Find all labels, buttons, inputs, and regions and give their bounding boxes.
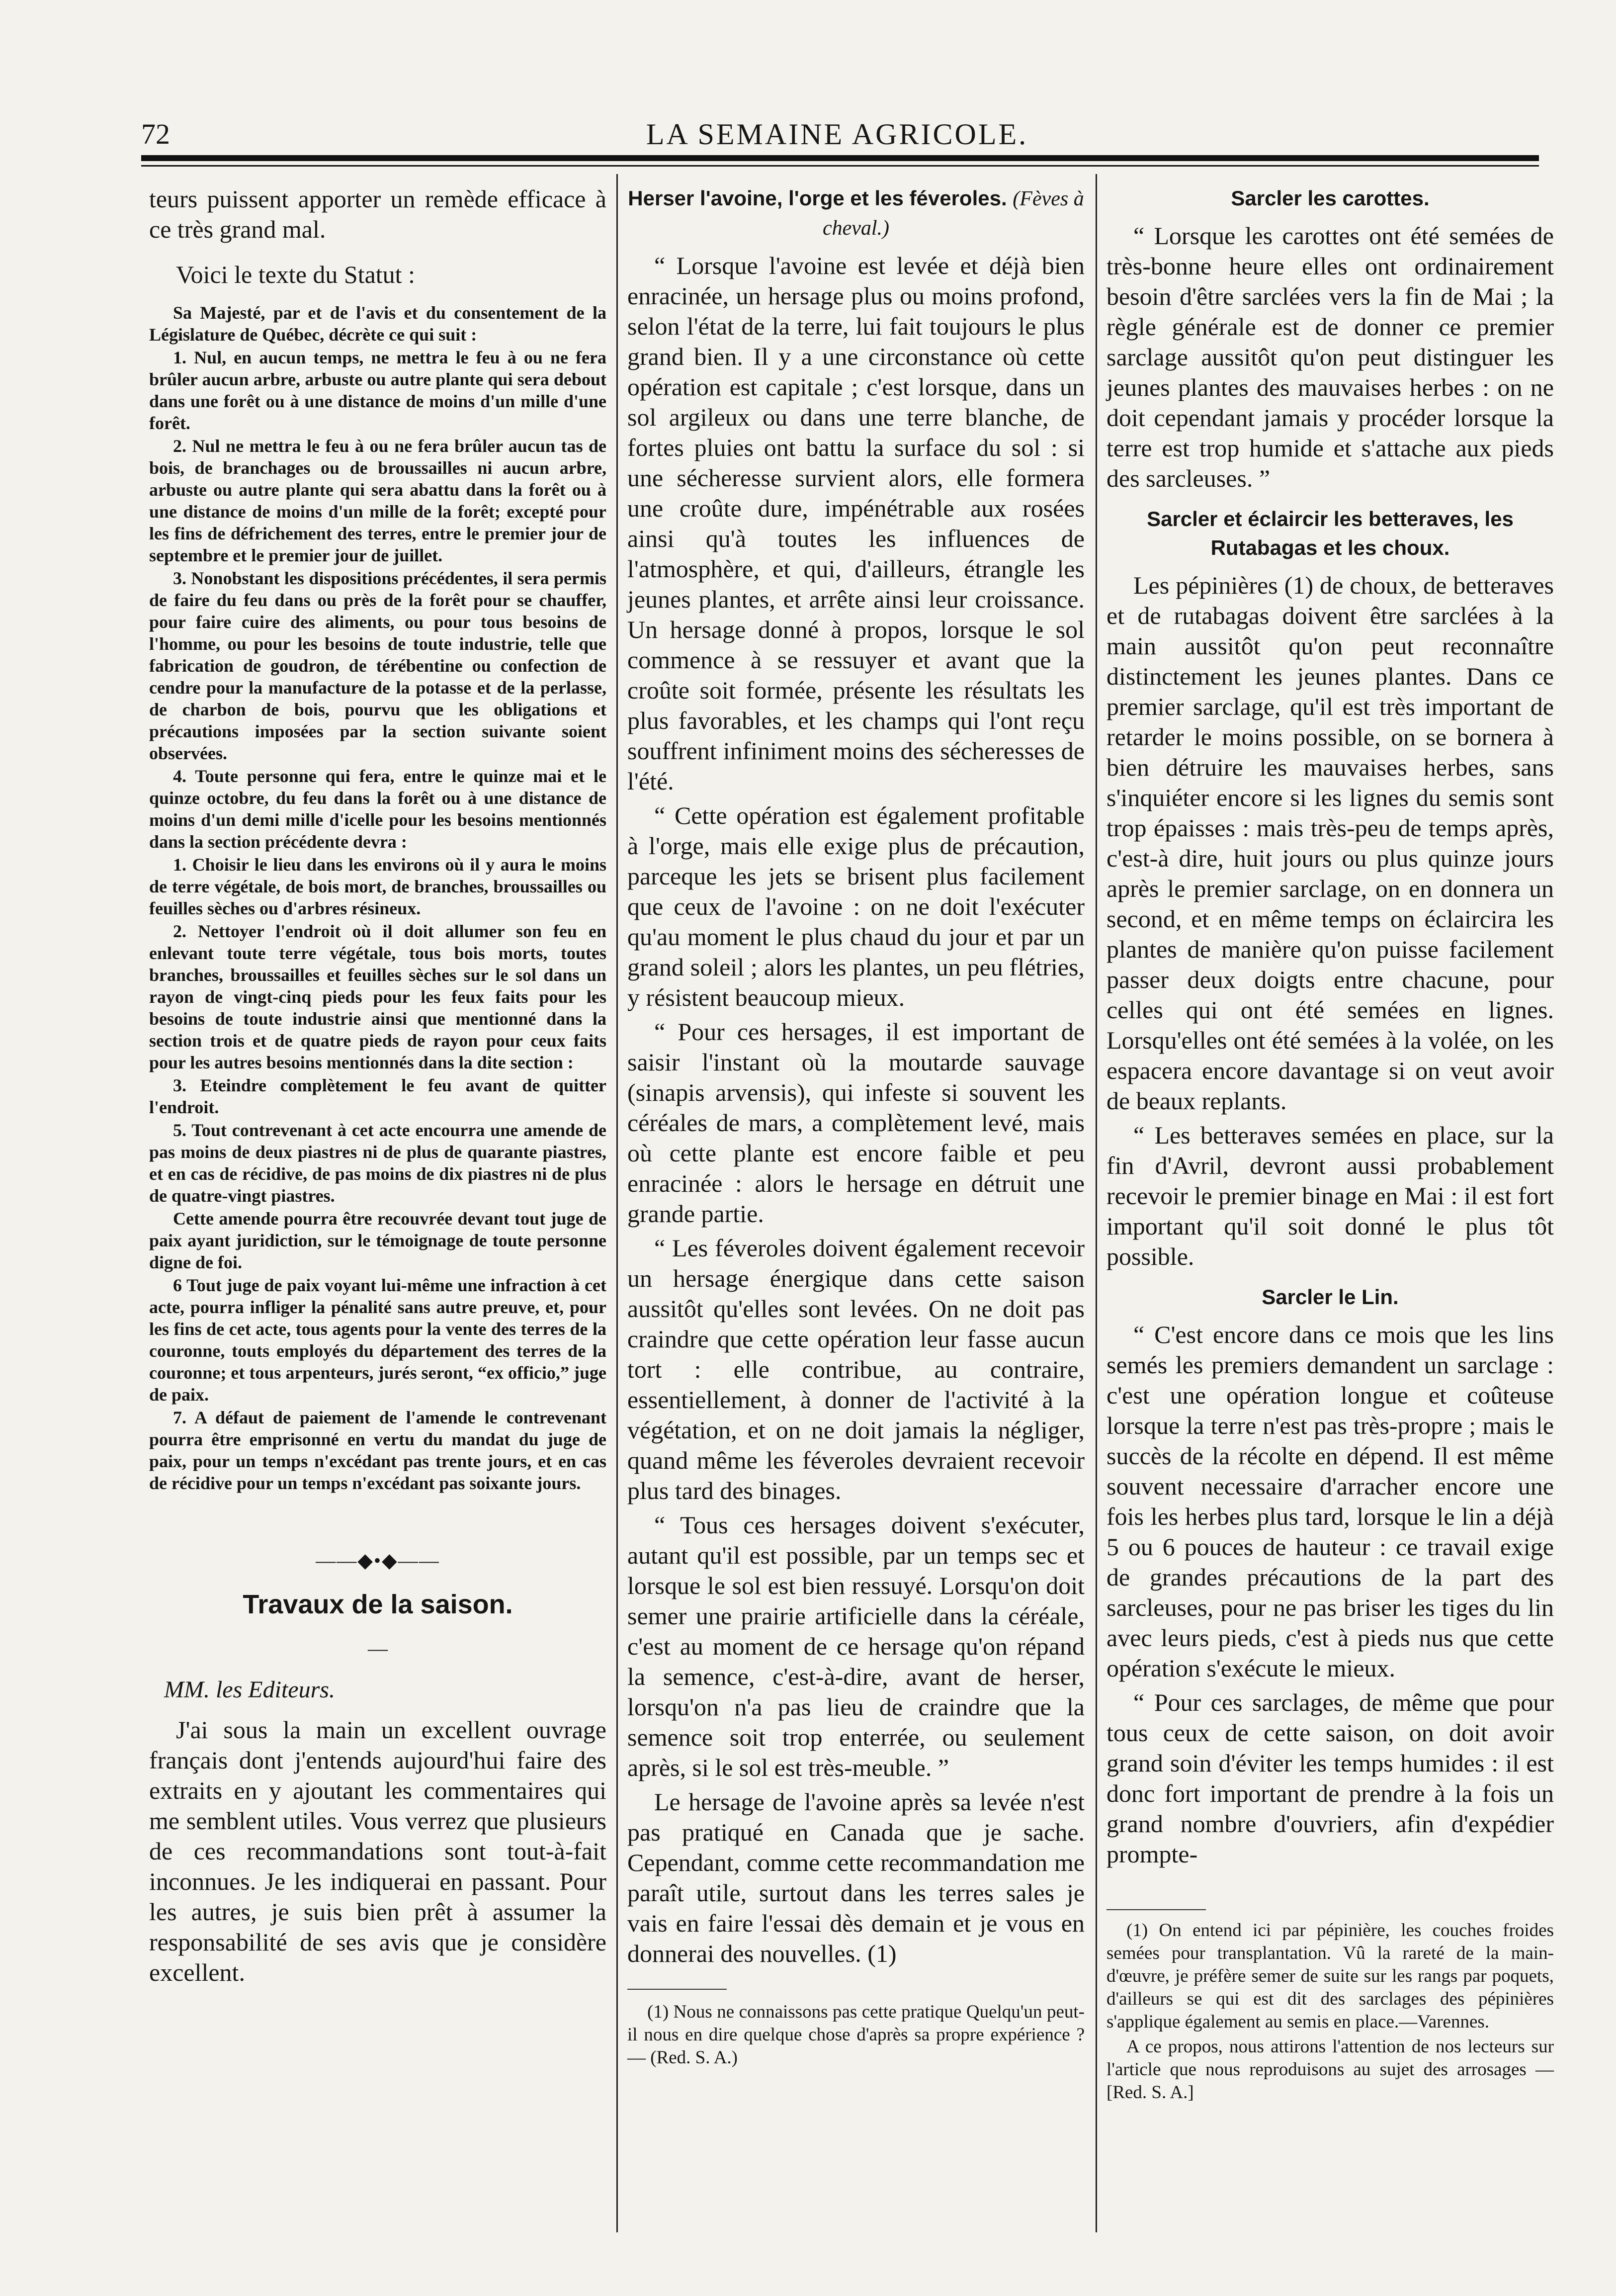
statute-paragraph: 3. Nonobstant les dispositions précédentes, il sera permis de faire du feu dans ou près de la forêt pour se chauffer, pour faire cuire des aliments, ou pour tous besoins de l'homme, ou pour les besoins de toute industrie, telle que fabrication de goudron, de térébentine ou confection de cendre pour la manufacture de la potasse et de la perlasse, de charbon de bois, pourvu que les obligations et précautions imposées par la section suivante soient observées. — [149, 568, 606, 763]
article-title-sub: (Fèves à cheval.) — [822, 187, 1084, 240]
statute-text — [149, 302, 606, 1494]
footnotes — [1106, 1909, 1554, 2104]
header-rule-thin — [141, 165, 1539, 167]
column-3 — [1106, 184, 1554, 2106]
article-title — [627, 184, 1085, 243]
page-header — [141, 117, 1533, 151]
letter-salutation: MM. les Editeurs. — [164, 1677, 335, 1703]
footnote: A ce propos, nous attirons l'attention de nos lecteurs sur l'article que nous reproduisons au sujet des arrosages —[Red. S. A.] — [1106, 2036, 1554, 2103]
article-title-main: Herser l'avoine, l'orge et les féveroles. — [628, 186, 1007, 210]
page-number: 72 — [141, 118, 170, 150]
statute-paragraph: 7. A défaut de paiement de l'amende le contrevenant pourra être emprisonné en vertu du mandat du juge de paix, pour un temps n'excédant pas trente jours, et en cas de récidive pour un temps n'excédant pas soixante jours. — [149, 1408, 606, 1493]
article-paragraph: “ C'est encore dans ce mois que les lins semés les premiers demandent un sarclage : c'est une opération longue et coûteuse lorsque la terre n'est pas très-propre ; mais le succès de la récolte en dépend. Il est même souvent necessaire d'arracher encore une fois les herbes plus tard, lorsque le lin a déjà 5 ou 6 pouces de hauteur : ce travail exige de grandes précautions de la part des sarcleuses, pour ne pas briser les tiges du lin avec leurs pieds, c'est à pieds nus que cette opération s'exécute le mieux. — [1106, 1321, 1554, 1682]
statute-paragraph: Sa Majesté, par et de l'avis et du consentement de la Législature de Québec, décrète ce qui suit : — [149, 303, 606, 345]
statute-paragraph: 1. Choisir le lieu dans les environs où il y aura le moins de terre végétale, de bois mort, de branches, broussailles ou feuilles sèches ou d'arbres résineux. — [149, 855, 606, 918]
statute-paragraph: 3. Eteindre complètement le feu avant de quitter l'endroit. — [149, 1075, 606, 1117]
statute-paragraph: 5. Tout contrevenant à cet acte encourra une amende de pas moins de deux piastres ni de plus de quarante piastres, et en cas de récidive, de pas moins de dix piastres ni de plus de quatre-vingt piastres. — [149, 1120, 606, 1206]
article-paragraph: “ Lorsque les carottes ont été semées de très-bonne heure elles ont ordinairement besoin d'être sarclées vers la fin de Mai ; la règle générale est de donner ce premier sarclage aussitôt qu'on peut distinguer les jeunes plantes des mauvaises herbes : on ne doit cependant jamais y procéder lorsque la terre est trop humide et s'attache aux pieds des sarcleuses. ” — [1106, 222, 1554, 492]
article-paragraph: “ Tous ces hersages doivent s'exécuter, autant qu'il est possible, par un temps sec et lorsque le sol est bien ressuyé. Lorsqu'on doit semer une prairie artificielle dans la céréale, c'est au moment de ce hersage qu'on répand la semence, c'est-à-dire, avant de herser, lorsqu'on n'a pas lieu de craindre que la semence soit trop enterrée, ou seulement après, si le sol est très-meuble. ” — [627, 1511, 1085, 1781]
statute-paragraph: 2. Nul ne mettra le feu à ou ne fera brûler aucun tas de bois, de branchages ou de broussailles ni aucun arbre, arbuste ou autre plante qui sera abattu dans la forêt ou à une distance de moins d'un mille de la forêt; excepté pour les fins de défrichement des terres, entre le premier jour de septembre et le premier jour de juillet. — [149, 436, 606, 565]
section-title: Travaux de la saison. — [243, 1590, 513, 1619]
masthead-title: LA SEMAINE AGRICOLE. — [646, 118, 1028, 151]
letter-body: J'ai sous la main un excellent ouvrage français dont j'entends aujourd'hui faire des extraits en y ajoutant les commentaires qui me semblent utiles. Vous verrez que plusieurs de ces recommandations sont tout-à-fait inconnues. Je les indiquerai en passant. Pour les autres, je suis bien prêt à assumer la responsabilité de ses avis que je considère excellent. — [149, 1716, 606, 1986]
footnote-rule — [627, 1989, 727, 1990]
column-divider — [616, 174, 618, 2232]
column-divider — [1096, 174, 1097, 2232]
article-paragraph: “ Les féveroles doivent également recevoir un hersage énergique dans cette saison aussitôt qu'elles sont levées. On ne doit pas craindre que cette opération leur fasse aucun tort : elle contribue, au contraire, essentiellement, à donner de l'activité à la végétation, et on ne doit jamais la négliger, quand même les féveroles devraient recevoir plus tard des binages. — [627, 1234, 1085, 1504]
statute-paragraph: 6 Tout juge de paix voyant lui-même une infraction à cet acte, pourra infliger la pénalité sans autre preuve, et, pour les fins de cet acte, tous agents pour la vente des terres de la couronne, touts employés du département des terres de la couronne; et tous arpenteurs, jurés seront, “ex officio,” juge de paix. — [149, 1275, 606, 1405]
article-paragraph: “ Lorsque l'avoine est levée et déjà bien enracinée, un hersage plus ou moins profond, selon l'état de la terre, lui fait toujours le plus grand bien. Il y a une circonstance où cette opération est capitale ; c'est lorsque, dans un sol argileux ou dans une terre blanche, de fortes pluies ont battu la surface du sol : si une sécheresse survient alors, elle formera une croûte dure, impénétrable aux rosées ainsi qu'à toutes les influences de l'atmosphère, et qui, d'ailleurs, étrangle les jeunes plantes, et arrête ainsi leur croissance. Un hersage donné à propos, lorsque le sol commence à se ressuyer et avant que la croûte soit formée, présente les résultats les plus favorables, et les champs qui l'ont reçu souffrent infiniment moins des sécheresses de l'été. — [627, 252, 1085, 795]
statute-paragraph: 1. Nul, en aucun temps, ne mettra le feu à ou ne fera brûler aucun arbre, arbuste ou autre plante qui sera debout dans une forêt ou à une distance de moins d'un mille d'une forêt. — [149, 348, 606, 433]
column-1 — [149, 184, 606, 1992]
article-paragraph: “ Pour ces hersages, il est important de saisir l'instant où la moutarde sauvage (sinapis arvensis), qui infeste si souvent les céréales de mars, a complètement levé, mais où cette plante est encore faible et peu enracinée : alors le hersage en détruit une grande partie. — [627, 1018, 1085, 1228]
statute-intro: Voici le texte du Statut : — [176, 261, 415, 288]
footnote-rule — [1106, 1909, 1206, 1910]
continuation-text: teurs puissent apporter un remède efficace à ce très grand mal. — [149, 185, 606, 243]
article-title: Sarcler les carottes. — [1231, 186, 1430, 210]
statute-paragraph: Cette amende pourra être recouvrée devant tout juge de paix ayant juridiction, sur le témoignage de toute personne digne de foi. — [149, 1209, 606, 1272]
statute-paragraph: 4. Toute personne qui fera, entre le quinze mai et le quinze octobre, du feu dans la forêt ou à une distance de moins d'un demi mille d'icelle pour les besoins mentionnés dans la section précédente devra : — [149, 766, 606, 852]
article-paragraph: “ Les betteraves semées en place, sur la fin d'Avril, devront aussi probablement recevoir le premier binage en Mai : il est fort important qu'il soit donné le plus tôt possible. — [1106, 1121, 1554, 1270]
title-dash: — — [368, 1637, 388, 1660]
header-rule-thick — [141, 155, 1539, 161]
section-ornament: ——◆•◆—— — [316, 1549, 440, 1572]
article-title: Sarcler le Lin. — [1262, 1285, 1399, 1309]
article-paragraph: “ Cette opération est également profitable à l'orge, mais elle exige plus de précaution, parceque les jets se brisent plus facilement que ceux de l'avoine : on ne doit l'exécuter qu'au moment le plus chaud du jour et par un grand soleil ; alors les plantes, un peu flétries, y résistent beaucoup mieux. — [627, 801, 1085, 1011]
article-paragraph: Les pépinières (1) de choux, de betteraves et de rutabagas doivent être sarclées à la main aussitôt qu'on peut reconnaître distinctement les jeunes plantes. Dans ce premier sarclage, qu'il est très important de retarder le moins possible, on se bornera à bien détruire les mauvaises herbes, sans s'inquiéter encore si les lignes du semis sont trop épaisses : mais très-peu de temps après, c'est-à dire, huit jours ou plus quinze jours après le premier sarclage, on en donnera un second, et en même temps on éclaircira les plantes de manière qu'on puisse facilement passer deux doigts entre chacune, pour celles qui ont été semées en lignes. Lorsqu'elles ont été semées à la volée, on les espacera encore davantage si on veut avoir de beaux replants. — [1106, 571, 1554, 1115]
statute-paragraph: 2. Nettoyer l'endroit où il doit allumer son feu en enlevant toute terre végétale, tous bois morts, toutes branches, broussailles et feuilles sèches sur le sol dans un rayon de vingt-cinq pieds pour les feux faits pour les besoins de toute industrie ainsi que mentionné dans la section trois et de quatre pieds de rayon pour ceux faits pour les autres besoins mentionnés dans la dite section : — [149, 921, 606, 1072]
column-2 — [627, 184, 1085, 2071]
footnote: (1) On entend ici par pépinière, les couches froides semées pour transplantation. Vû la rareté de la main-d'œuvre, je préfère semer de suite sur les rangs par poquets, d'ailleurs se qui est dit des sarclages des pépinières s'applique également au semis en place.—Varennes. — [1106, 1920, 1554, 2032]
article-title: Sarcler et éclaircir les betteraves, les Rutabagas et les choux. — [1147, 507, 1514, 559]
article-paragraph: Le hersage de l'avoine après sa levée n'est pas pratiqué en Canada que je sache. Cependant, comme cette recommandation me paraît utile, surtout dans les terres sales je vais en faire l'essai dès demain et je vous en donnerai des nouvelles. (1) — [627, 1788, 1085, 1967]
footnote: (1) Nous ne connaissons pas cette pratique Quelqu'un peut-il nous en dire quelque chose d'après sa propre expérience ? — (Red. S. A.) — [627, 2002, 1085, 2068]
article-paragraph: “ Pour ces sarclages, de même que pour tous ceux de cette saison, on doit avoir grand soin d'éviter les temps humides : il est donc fort important de prendre à la fois un grand nombre d'ouvriers, afin d'expédier prompte- — [1106, 1688, 1554, 1868]
